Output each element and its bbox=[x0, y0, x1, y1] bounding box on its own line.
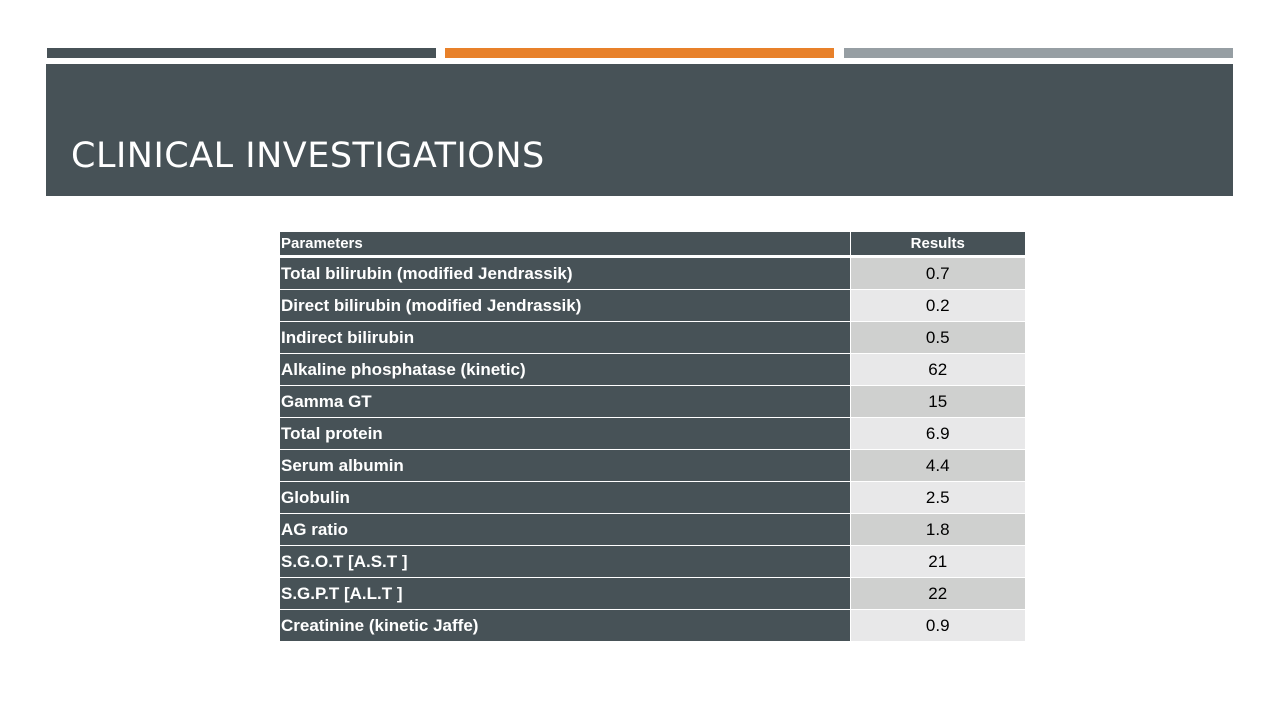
result-cell: 21 bbox=[850, 546, 1025, 578]
result-cell: 1.8 bbox=[850, 514, 1025, 546]
parameter-cell: Indirect bilirubin bbox=[280, 322, 850, 354]
parameter-cell: Creatinine (kinetic Jaffe) bbox=[280, 610, 850, 642]
table-row bbox=[280, 290, 1025, 322]
slide-title: CLINICAL INVESTIGATIONS bbox=[71, 136, 545, 176]
result-cell: 6.9 bbox=[850, 418, 1025, 450]
parameter-cell: Total bilirubin (modified Jendrassik) bbox=[280, 257, 850, 290]
table-row bbox=[280, 610, 1025, 642]
result-cell: 15 bbox=[850, 386, 1025, 418]
parameter-cell: Direct bilirubin (modified Jendrassik) bbox=[280, 290, 850, 322]
table-header-row bbox=[280, 232, 1025, 257]
table-body bbox=[280, 257, 1025, 642]
parameter-cell: S.G.O.T [A.S.T ] bbox=[280, 546, 850, 578]
lab-results-table bbox=[280, 232, 1025, 642]
result-cell: 0.5 bbox=[850, 322, 1025, 354]
parameter-cell: Alkaline phosphatase (kinetic) bbox=[280, 354, 850, 386]
result-cell: 4.4 bbox=[850, 450, 1025, 482]
table-row bbox=[280, 578, 1025, 610]
parameter-cell: S.G.P.T [A.L.T ] bbox=[280, 578, 850, 610]
title-banner bbox=[46, 64, 1233, 196]
header-results: Results bbox=[850, 232, 1025, 257]
table-row bbox=[280, 418, 1025, 450]
result-cell: 62 bbox=[850, 354, 1025, 386]
table-row bbox=[280, 482, 1025, 514]
accent-bar-orange bbox=[445, 48, 834, 58]
result-cell: 0.9 bbox=[850, 610, 1025, 642]
table-row bbox=[280, 386, 1025, 418]
result-cell: 2.5 bbox=[850, 482, 1025, 514]
table-row bbox=[280, 354, 1025, 386]
parameter-cell: AG ratio bbox=[280, 514, 850, 546]
table-row bbox=[280, 546, 1025, 578]
parameter-cell: Total protein bbox=[280, 418, 850, 450]
result-cell: 22 bbox=[850, 578, 1025, 610]
result-cell: 0.7 bbox=[850, 257, 1025, 290]
accent-bar-dark bbox=[47, 48, 436, 58]
accent-bar-gray bbox=[844, 48, 1233, 58]
table-row bbox=[280, 257, 1025, 290]
table-row bbox=[280, 322, 1025, 354]
table-row bbox=[280, 514, 1025, 546]
parameter-cell: Gamma GT bbox=[280, 386, 850, 418]
parameter-cell: Serum albumin bbox=[280, 450, 850, 482]
header-parameters: Parameters bbox=[280, 232, 850, 257]
table-row bbox=[280, 450, 1025, 482]
result-cell: 0.2 bbox=[850, 290, 1025, 322]
parameter-cell: Globulin bbox=[280, 482, 850, 514]
